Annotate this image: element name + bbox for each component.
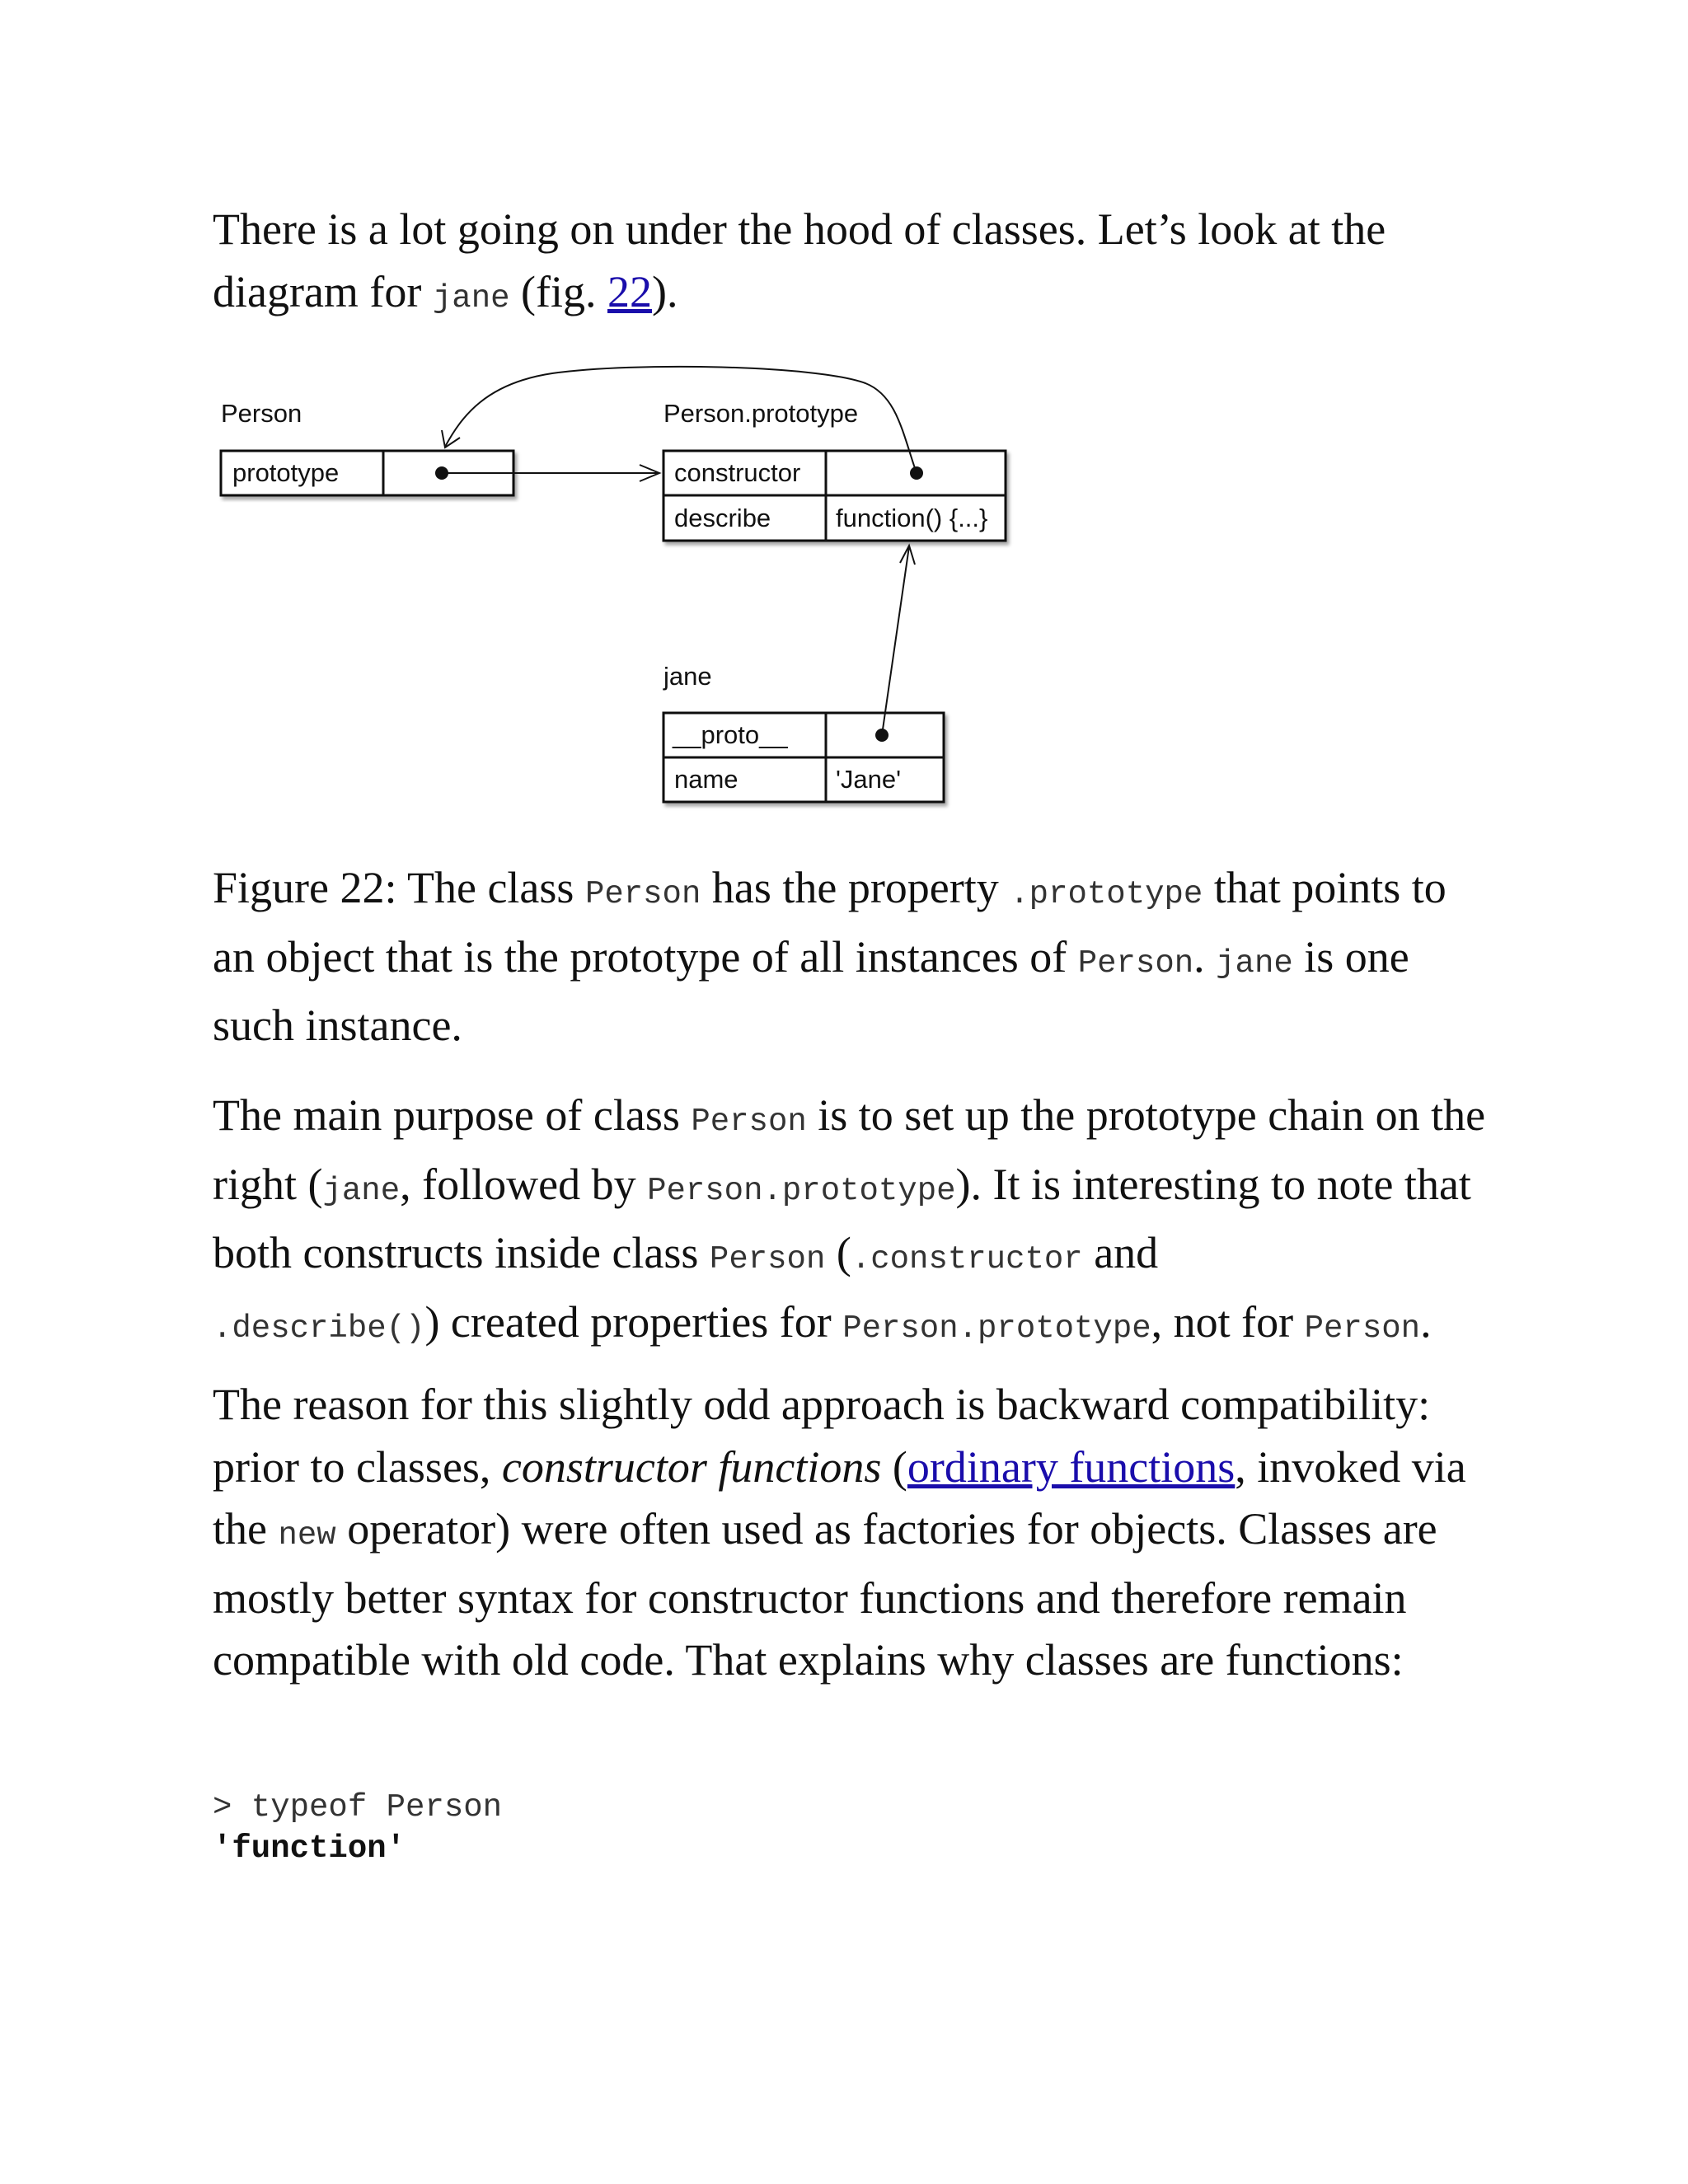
- inline-code: jane: [322, 1172, 401, 1209]
- intro-text: There is a lot going on under the hood of classes. Let’s look at the diagram for: [213, 204, 1386, 316]
- figure-caption: [213, 857, 1498, 1057]
- emphasis-text: constructor functions: [501, 1441, 882, 1492]
- paragraph-text: (: [881, 1441, 907, 1492]
- paragraph-text: (: [825, 1228, 851, 1277]
- paragraph-text: The main purpose of class: [213, 1090, 692, 1140]
- prototype-describe-value: function() {...}: [836, 504, 988, 532]
- paragraph-text: ) created properties for: [424, 1296, 843, 1347]
- paragraph-text: , followed by: [400, 1159, 648, 1209]
- paragraph-text: The reason for this slightly odd approach is backward compatibility: prior to classes,: [213, 1380, 1431, 1492]
- caption-text: has the property: [701, 863, 1010, 912]
- person-object-label: Person: [221, 399, 302, 428]
- inline-code: .describe(): [213, 1310, 425, 1347]
- paragraph-text: and: [1082, 1228, 1159, 1277]
- intro-text: (fig.: [509, 266, 607, 316]
- intro-text: ).: [651, 266, 678, 316]
- prototype-constructor-key: constructor: [674, 458, 801, 487]
- caption-text: is one such instance.: [213, 931, 1409, 1050]
- paragraph-text: is to set up the prototype chain on the right (: [213, 1090, 1486, 1209]
- figure-link[interactable]: 22: [607, 266, 652, 316]
- jane-proto-key: __proto__: [673, 720, 788, 749]
- intro-paragraph: [213, 199, 1498, 330]
- code-output-line: 'function': [213, 1830, 406, 1867]
- inline-code: Person: [584, 876, 701, 912]
- jane-object-label: jane: [663, 662, 712, 691]
- paragraph-text: , not for: [1151, 1296, 1305, 1347]
- code-input-line: > typeof Person: [213, 1789, 503, 1825]
- inline-code: Person: [691, 1104, 807, 1140]
- prototype-diagram: [206, 350, 1030, 828]
- paragraph-text: ). It is interesting to note that both constructs inside class: [213, 1159, 1471, 1277]
- caption-text: Figure 22: The class: [213, 863, 585, 912]
- inline-code: Person: [1077, 944, 1194, 982]
- person-prototype-key: prototype: [232, 458, 340, 487]
- caption-text: .: [1193, 931, 1217, 982]
- inline-code: Person.prototype: [842, 1310, 1151, 1347]
- code-example: [213, 1787, 502, 1869]
- inline-code: .constructor: [851, 1241, 1083, 1277]
- prototype-describe-key: describe: [674, 504, 771, 532]
- inline-code: .prototype: [1010, 876, 1203, 912]
- inline-code: Person.prototype: [647, 1172, 956, 1209]
- jane-name-key: name: [674, 765, 738, 794]
- inline-code: Person: [1304, 1310, 1421, 1347]
- jane-name-value: 'Jane': [836, 765, 902, 794]
- inline-code: new: [278, 1517, 336, 1554]
- paragraph-text: .: [1420, 1296, 1432, 1347]
- inline-code: jane: [1216, 944, 1293, 982]
- caption-text: that points to an object that is the prototype of all instances of: [213, 863, 1447, 982]
- inline-code-jane: jane: [432, 279, 510, 316]
- paragraph-text: operator) were often used as factories for objects. Classes are mostly better syntax for constructor functions and therefore remain compatible with old code. That explains why classes are functions:: [213, 1504, 1437, 1685]
- inline-code: Person: [709, 1241, 826, 1277]
- ordinary-functions-link[interactable]: ordinary functions: [907, 1441, 1236, 1492]
- paragraph-backward-compatibility: [213, 1374, 1498, 1692]
- paragraph-text: , invoked via the: [213, 1441, 1466, 1554]
- paragraph-prototype-chain: [213, 1085, 1498, 1360]
- prototype-object-label: Person.prototype: [663, 399, 859, 428]
